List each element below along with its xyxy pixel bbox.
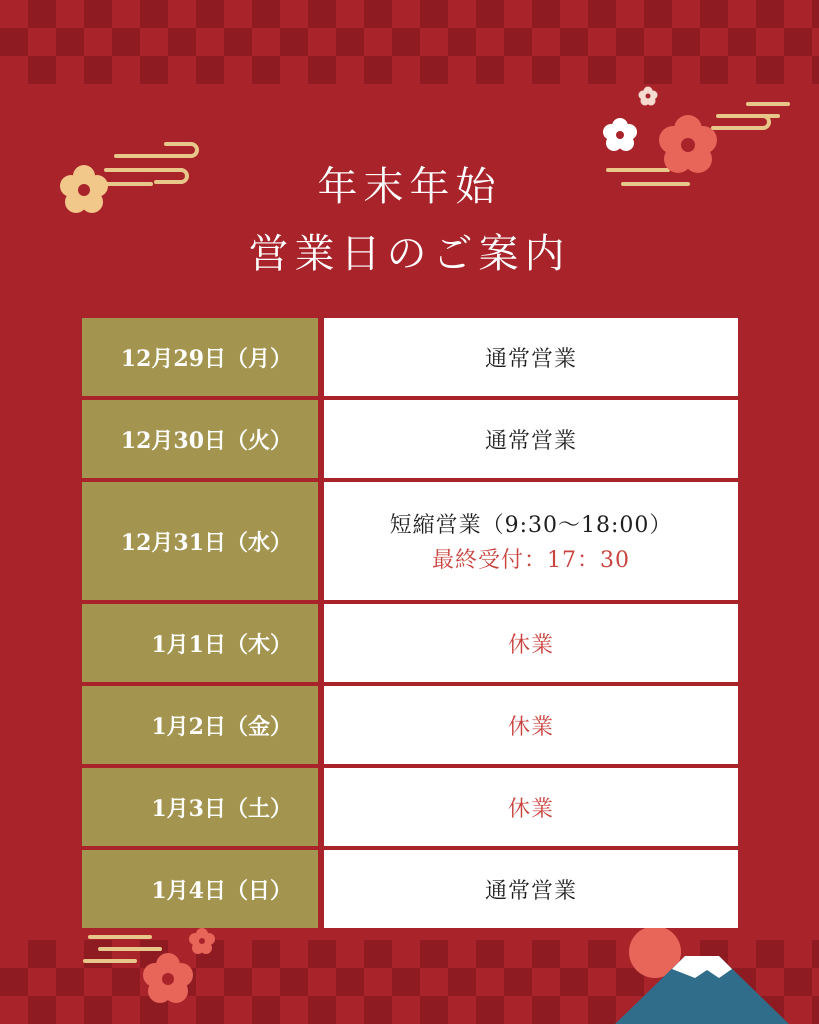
page-title-line1: 年末年始 [317, 164, 502, 210]
status-text-closed: 休業 [507, 632, 554, 658]
date-cell: 1月1日（木） [82, 604, 318, 682]
status-text: 通常営業 [484, 428, 577, 454]
date-cell: 12月31日（水） [82, 482, 318, 600]
status-text: 短縮営業（9:30～18:00） [389, 513, 673, 538]
date-cell: 12月30日（火） [82, 400, 318, 478]
status-cell [324, 400, 738, 478]
schedule-row-1230 [82, 400, 738, 478]
status-cell [324, 604, 738, 682]
status-text: 通常営業 [484, 878, 577, 904]
schedule-row-0103 [82, 768, 738, 846]
status-cell [324, 850, 738, 928]
schedule-row-0104 [82, 850, 738, 928]
schedule-row-0102 [82, 686, 738, 764]
schedule-row-1231 [82, 482, 738, 600]
status-cell [324, 768, 738, 846]
last-reception-text: 最終受付：17：30 [432, 548, 630, 573]
mountain-sun-icon [615, 920, 819, 1024]
plum-cloud-bottom-icon [80, 925, 230, 1015]
date-cell: 1月3日（土） [82, 768, 318, 846]
status-text-closed: 休業 [507, 796, 554, 822]
schedule-row-1229 [82, 318, 738, 396]
status-cell [324, 686, 738, 764]
status-cell [324, 482, 738, 600]
status-text-closed: 休業 [507, 714, 554, 740]
status-text: 通常営業 [484, 346, 577, 372]
date-cell: 1月2日（金） [82, 686, 318, 764]
date-cell: 1月4日（日） [82, 850, 318, 928]
schedule-row-0101 [82, 604, 738, 682]
date-cell: 12月29日（月） [82, 318, 318, 396]
status-cell [324, 318, 738, 396]
checker-pattern-top [0, 0, 819, 84]
page-title-line2: 営業日のご案内 [248, 231, 571, 277]
